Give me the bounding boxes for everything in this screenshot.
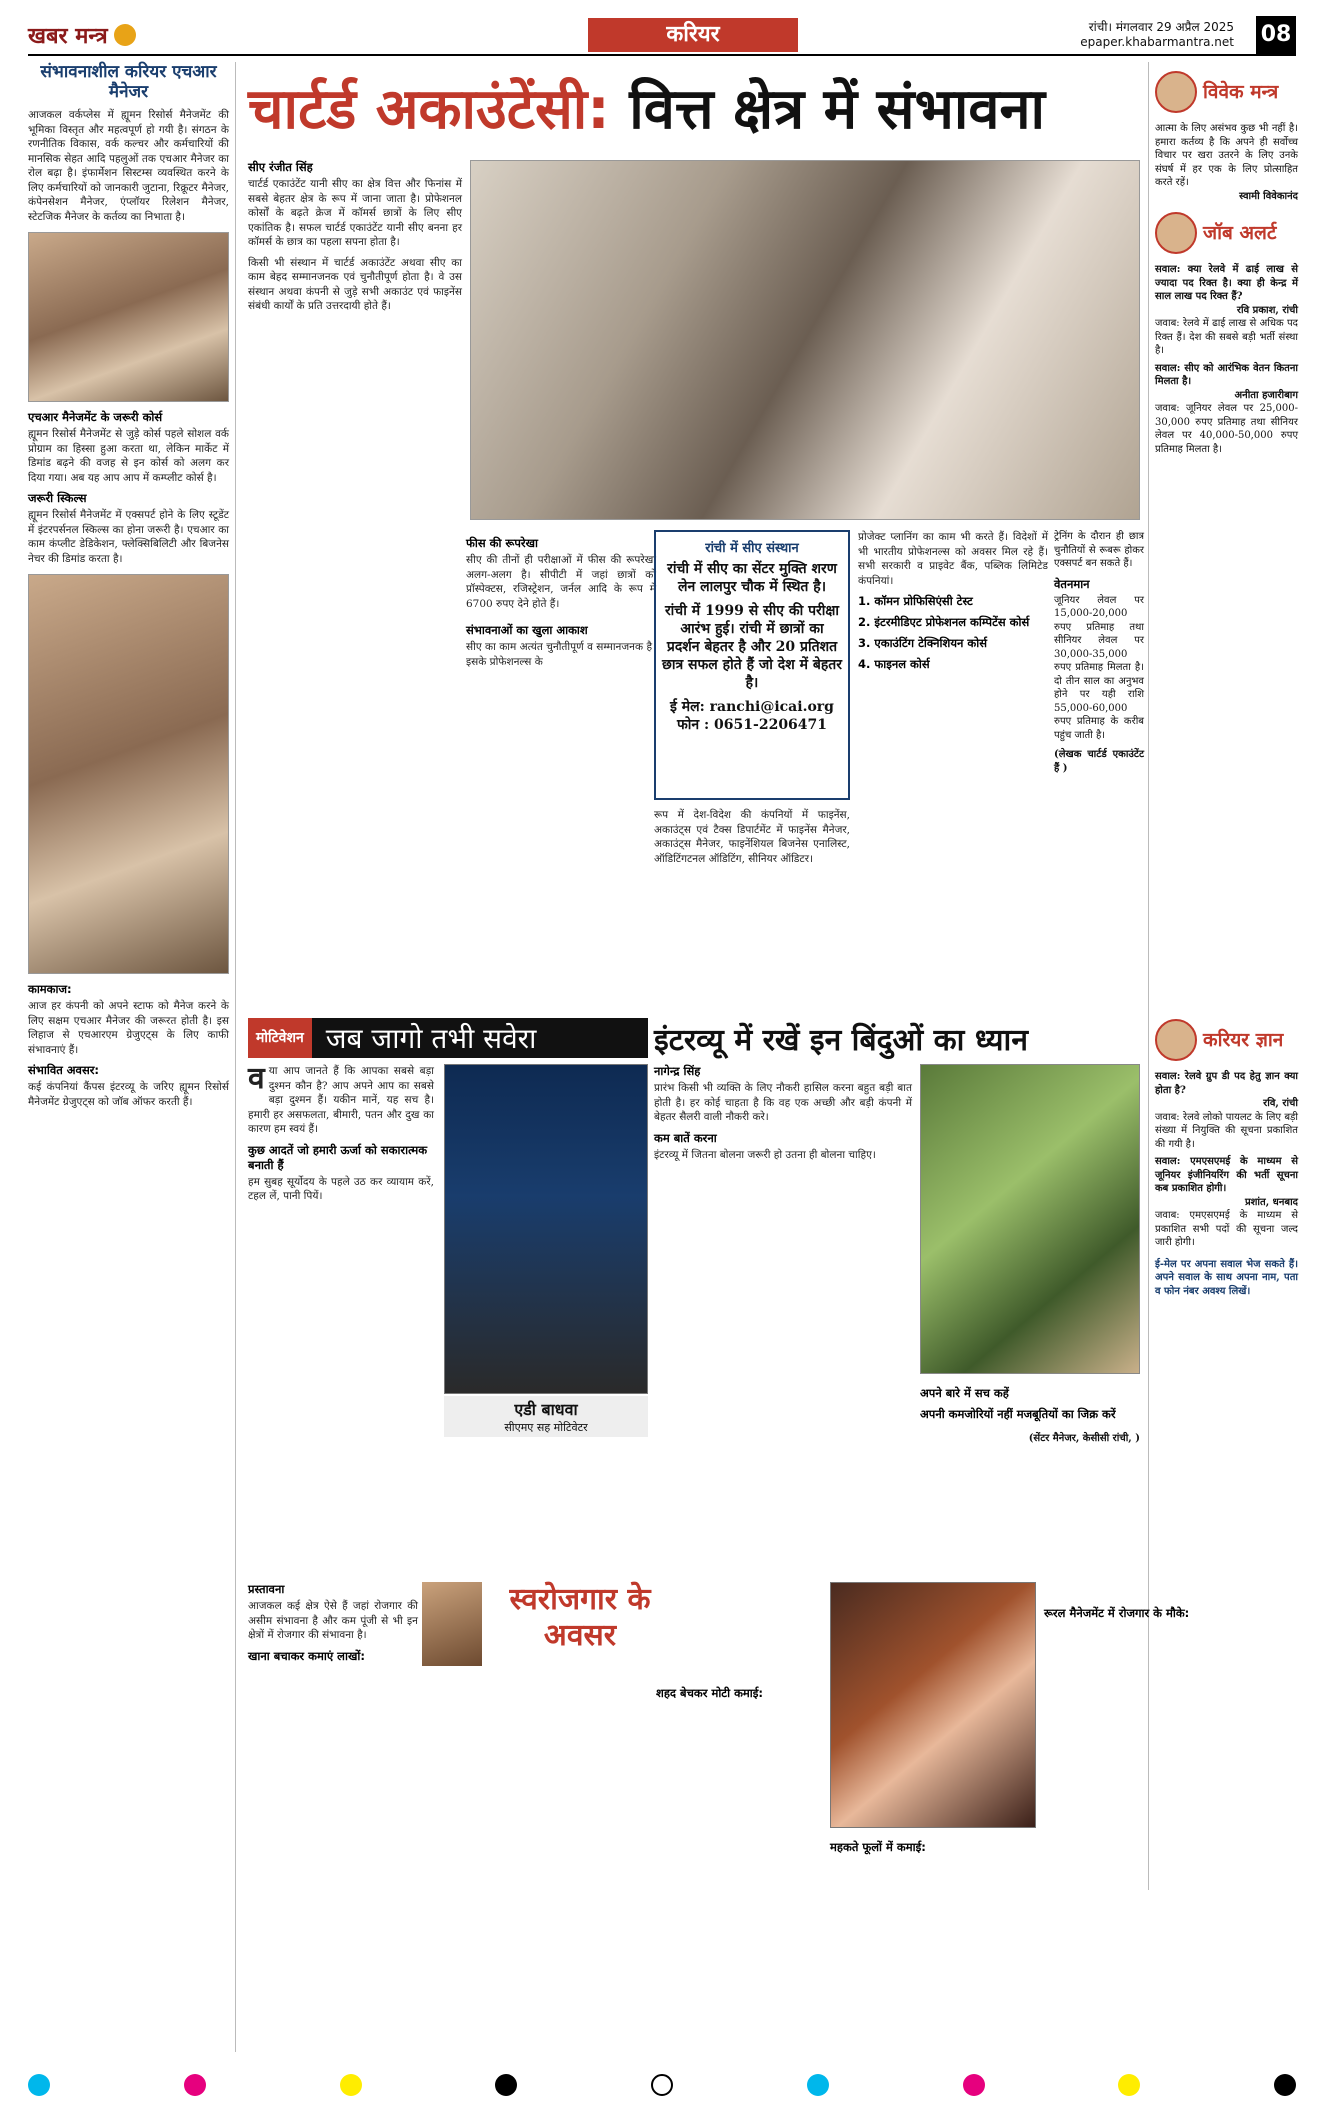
list-item-3: 3. एकाउंटिंग टेक्निशियन कोर्स xyxy=(858,636,987,650)
logo xyxy=(28,20,168,50)
swarozgar-col1 xyxy=(248,1582,418,1666)
masthead xyxy=(28,16,1296,56)
interview-text: प्रारंभ किसी भी व्यक्ति के लिए नौकरी हासिल करना बहुत बड़ी बात होती है। हर कोई चाहता है कि वह एक अच्छी और बड़ी कंपनी में बेहतर सैलरी वाली नौकरी करे। xyxy=(654,1082,912,1123)
left-intro: आजकल वर्कप्लेस में ह्यूमन रिसोर्स मैनेजमेंट की भूमिका विस्तृत और महत्वपूर्ण हो गयी है। संगठन के रणनीतिक विकास, वर्क कल्चर और कर्मचारियों की मानसिक सेहत आदि पहलुओं तक एचआर मैनेजर का रोल बढ़ा है। इंफार्मेशन सिस्टम्स व्यवस्थित करने के लिए कर्मचारियों को जानकारी जुटाना, रिक्रूटर मैनेजर, कंपेनसेशन मैनेजर, एंप्लॉयर रिलेशन मैनेजर, स्टेटजिक मैनेजर के कर्तव्य का निभाता है। xyxy=(28,109,229,223)
left-sub2: जरूरी स्किल्स xyxy=(28,491,87,505)
motivation-sub1: कुछ आदतें जो हमारी ऊर्जा को सकारात्मक बनाती हैं xyxy=(248,1142,428,1172)
quote-author: स्वामी विवेकानंद xyxy=(1239,190,1298,202)
magenta-mark-icon xyxy=(963,2074,985,2096)
box-phone: फोन : 0651-2206471 xyxy=(676,717,828,733)
dateline xyxy=(1080,20,1234,50)
main-headline xyxy=(248,70,1148,150)
swarozgar-sub1: खाना बचाकर कमाएं लाखों: xyxy=(248,1648,365,1663)
job-alert-badge xyxy=(1155,207,1298,259)
ca-text4: रूप में देश-विदेश की कंपनियों में फाइनेंस, अकाउंट्स एवं टैक्स डिपार्टमेंट में फाइनेंस मैनेजर, अकाउंट्स मैनेजर, फाइनेंशियल बिजनेस एनालिस्ट, ऑडिटिंगटनल ऑडिटिंग, सीनियर ऑडिटर। xyxy=(654,809,850,865)
scope-subhead: संभावनाओं का खुला आकाश xyxy=(466,623,588,637)
date: रांची। मंगलवार 29 अप्रैल 2025 xyxy=(1088,20,1234,34)
list-item-4: 4. फाइनल कोर्स xyxy=(858,657,930,671)
women-group-photo xyxy=(28,574,229,974)
swarozgar-text2: रूरल मैनेजमेंट में रोजगार के मौके: xyxy=(1044,1606,1190,1620)
left-text2: ह्यूमन रिसोर्स मैनेजमेंट में एक्सपर्ट होने के लिए स्टूडेंट में इंटरपर्सनल स्किल्स का होना जरूरी है। एचआर का काम कंप्लीट डेडिकेशन, फ्लेक्सिबिलिटी और बिजनेस नेचर की डिमांड करता है। xyxy=(28,509,229,565)
left-text1: ह्यूमन रिसोर्स मैनेजमेंट से जुड़े कोर्स पहले सोशल वर्क प्रोग्राम का हिस्सा हुआ करता था, लेकिन मार्केट में डिमांड बढ़ने की वजह से इन कोर्स को अलग कर दिया गया। अब यह आप आप में कम्प्लीट कोर्स है। xyxy=(28,428,229,484)
interview-text2: इंटरव्यू में जितना बोलना जरूरी हो उतना ही बोलना चाहिए। xyxy=(654,1148,876,1161)
email-note: ई-मेल पर अपना सवाल भेज सकते हैं। अपने सवाल के साथ अपना नाम, पता व फोन नंबर अवश्य लिखें। xyxy=(1155,1258,1298,1297)
swarozgar-col4 xyxy=(830,1834,1036,1857)
ca-text2: किसी भी संस्थान में चार्टर्ड अकाउंटेंट अथवा सीए का काम बेहद सम्मानजनक एवं चुनौतीपूर्ण होता है। वे उस संस्थान अथवा कंपनी से जुड़े सभी अकाउंट एवं फाइनेंस संबंधी कार्यों के प्रति उत्तरदायी होते हैं। xyxy=(248,256,462,312)
interview-byline: नागेन्द्र सिंह xyxy=(654,1064,701,1078)
a3: जवाब: रेलवे लोको पायलट के लिए बड़ी संख्या में नियुक्ति की सूचना प्रकाशित की गयी है। xyxy=(1155,1111,1298,1150)
interview-headline: इंटरव्यू में रखें इन बिंदुओं का ध्यान xyxy=(654,1023,1028,1058)
speaker-photo xyxy=(444,1064,648,1394)
box-title: रांची में सीए संस्थान xyxy=(705,541,799,556)
swarozgar-sub2: शहद बेचकर मोटी कमाई: xyxy=(656,1686,764,1700)
q3-by: रवि, रांची xyxy=(1263,1098,1298,1109)
crosshair-mark-icon xyxy=(651,2074,673,2096)
motivation-text2: हम सुबह सूर्योदय के पहले उठ कर व्यायाम करें, टहल लें, पानी पियें। xyxy=(248,1175,434,1202)
badge2-label: जॉब अलर्ट xyxy=(1203,222,1277,244)
right-column xyxy=(1148,62,1298,1162)
ca-article-col1 xyxy=(248,160,462,314)
left-heading: संभावनाशील करियर एचआर मैनेजर xyxy=(40,62,217,102)
student-classroom-photo xyxy=(470,160,1140,520)
motivation-text xyxy=(248,1061,434,1137)
site-url[interactable]: epaper.khabarmantra.net xyxy=(1080,35,1234,49)
motivation-body: या आप जानते हैं कि आपका सबसे बड़ा दुश्मन कौन है? आप अपने आप का सबसे बड़ा दुश्मन हैं। यकीन मानें, यह सच है। हमारी हर असफलता, बीमारी, पतन और दुख का कारण हम स्वयं हैं। xyxy=(248,1065,434,1135)
interview-sub3: अपनी कमजोरियों नहीं मजबूतियों का जिक्र करें xyxy=(920,1407,1116,1421)
ca-col4 xyxy=(654,808,850,866)
a2: जवाब: जूनियर लेवल पर 25,000-30,000 रुपए प्रतिमाह तथा सीनियर लेवल पर 40,000-50,000 रुपए प्रतिमाह मिलता है। xyxy=(1155,403,1298,455)
left-sub4: संभावित अवसर: xyxy=(28,1063,100,1077)
a1: जवाब: रेलवे में ढाई लाख से अधिक पद रिक्त हैं। देश की सबसे बड़ी भर्ती संस्था है। xyxy=(1155,318,1298,356)
q2-by: अनीता हजारीबाग xyxy=(1234,389,1298,401)
swarozgar-col3 xyxy=(656,1680,826,1703)
salary-text: जूनियर लेवल पर 15,000-20,000 रुपए प्रतिमाह तथा सीनियर लेवल पर 30,000-35,000 रुपए प्रतिमाह मिलता है। दो तीन साल का अनुभव होने पर यही राशि 55,000-60,000 रुपए प्रतिमाह के करीब पहुंच जाती है। xyxy=(1054,594,1144,741)
students-outdoor-photo xyxy=(920,1064,1140,1374)
yellow-mark-icon xyxy=(340,2074,362,2096)
swarozgar-sub3: महकते फूलों में कमाई: xyxy=(830,1840,926,1854)
swarozgar-col5 xyxy=(1044,1600,1294,1623)
headline-part1: चार्टर्ड अकाउंटेंसी: xyxy=(248,77,610,142)
ca-text6: ट्रेनिंग के दौरान ही छात्र चुनौतियों से रूबरू होकर एक्सपर्ट बन सकते हैं। xyxy=(1054,531,1144,569)
fee-subhead: फीस की रूपरेखा xyxy=(466,536,538,550)
scope-text: सीए का काम अत्यंत चुनौतीपूर्ण व सम्मानजनक है। इसके प्रोफेशनल्स के xyxy=(466,641,656,668)
fee-text: सीए की तीनों ही परीक्षाओं में फीस की रूपरेखा अलग-अलग है। सीपीटी में जहां छात्रों को प्रॉस्पेक्टस, रजिस्ट्रेशन, जर्नल आदि के रूप में 6700 रुपए देने होते हैं। xyxy=(466,554,656,610)
ca-text5: प्रोजेक्ट प्लानिंग का काम भी करते हैं। विदेशों में भी भारतीय प्रोफेशनल्स को अवसर मिल रहे हैं। सभी सरकारी व प्राइवेट बैंक, पब्लिक लिमिटेड कंपनियां। xyxy=(858,531,1048,587)
left-text4: कई कंपनियां कैंपस इंटरव्यू के जरिए ह्यूमन रिसोर्स मैनेजमेंट ग्रेजुएट्स को जॉब ऑफर करती हैं। xyxy=(28,1081,229,1108)
ca-text1: चार्टर्ड एकाउंटेंट यानी सीए का क्षेत्र वित्त और फिनांस में सबसे बेहतर क्षेत्र के रूप में जाना जाता है। प्रोफेशनल कोर्सों के बढ़ते क्रेज में कॉमर्स छात्रों के लिए सीए एकांतिक है। सफल चार्टर्ड एकाउंटेंट यानी सीए बनना हर कॉमर्स के छात्र का पहला सपना होता है। xyxy=(248,178,462,248)
interview-col2 xyxy=(920,1380,1140,1446)
box-email[interactable]: ई मेल: ranchi@icai.org xyxy=(670,699,834,715)
yellow-mark-icon xyxy=(1118,2074,1140,2096)
cyan-mark-icon xyxy=(807,2074,829,2096)
list-item-2: 2. इंटरमीडिएट प्रोफेशनल कम्पिटेंस कोर्स xyxy=(858,615,1030,629)
left-sub1: एचआर मैनेजमेंट के जरूरी कोर्स xyxy=(28,410,163,424)
section-tag: करियर xyxy=(588,18,798,52)
byline: सीए रंजीत सिंह xyxy=(248,160,313,174)
florist-woman-photo xyxy=(830,1582,1036,1828)
q1: सवाल: क्या रेलवे में ढाई लाख से ज्यादा पद रिक्त है। क्या ही केन्द्र में साल लाख पद रिक्त हैं? xyxy=(1155,264,1298,302)
interview-col xyxy=(654,1064,912,1162)
left-sub3: कामकाज: xyxy=(28,982,72,996)
black-mark-icon xyxy=(495,2074,517,2096)
speaker-title: सीएमए सह मोटिवेटर xyxy=(504,1421,588,1434)
interview-credit: (सेंटर मैनेजर, केसीसी रांची, ) xyxy=(1028,1433,1140,1444)
career-gyan-badge xyxy=(1155,1014,1298,1066)
office-team-photo xyxy=(28,232,229,402)
fee-col xyxy=(466,530,656,669)
black-mark-icon xyxy=(1274,2074,1296,2096)
magenta-mark-icon xyxy=(184,2074,206,2096)
vivek-mantra-badge xyxy=(1155,66,1298,118)
career-icon xyxy=(1155,1019,1197,1061)
motivation-text-col xyxy=(248,1061,434,1204)
cyan-mark-icon xyxy=(28,2074,50,2096)
left-column xyxy=(28,62,236,2052)
q3: सवाल: रेलवे ग्रुप डी पद हेतु ज्ञान क्या होता है? xyxy=(1155,1071,1298,1096)
q2: सवाल: सीए को आरंभिक वेतन कितना मिलता है। xyxy=(1155,362,1298,387)
drop-cap: व xyxy=(248,1061,265,1096)
ca-credit: (लेखक चार्टर्ड एकाउंटेंट हैं ) xyxy=(1054,749,1144,774)
vivekananda-portrait-icon xyxy=(1155,71,1197,113)
box-text2: रांची में 1999 से सीए की परीक्षा आरंभ हुई। रांची में छात्रों का प्रदर्शन बेहतर है और 20 प्रतिशत छात्र सफल होते हैं जो देश में बेहतर है। xyxy=(662,603,842,691)
badge3-label: करियर ज्ञान xyxy=(1203,1029,1284,1051)
box-text: रांची में सीए का सेंटर मुक्ति शरण लेन लालपुर चौक में स्थित है। xyxy=(667,561,837,595)
q4-by: प्रशांत, धनबाद xyxy=(1244,1196,1298,1208)
salary-subhead: वेतनमान xyxy=(1054,576,1090,591)
logo-text: खबर मन्त्र xyxy=(28,24,108,49)
speaker-caption xyxy=(444,1396,648,1437)
swarozgar-heading: स्वरोजगार के अवसर xyxy=(509,1582,651,1653)
print-registration-marks xyxy=(28,2070,1296,2100)
swarozgar-byline: प्रस्तावना xyxy=(248,1582,285,1596)
left-text3: आज हर कंपनी को अपने स्टाफ को मैनेज करने के लिए सक्षम एचआर मैनेजर की जरूरत होती है। इस लिहाज से एचआरएम ग्रेजुएट्स के लिए काफी संभावनाएं हैं। xyxy=(28,1000,229,1056)
author-photo xyxy=(422,1582,482,1666)
interview-sub2: अपने बारे में सच कहें xyxy=(920,1386,1009,1400)
q4: सवाल: एमएसएमई के माध्यम से जूनियर इंजीनियरिंग की भर्ती सूचना कब प्रकाशित होगी। xyxy=(1155,1156,1298,1194)
headline-part2: वित्त क्षेत्र में संभावना xyxy=(629,77,1046,142)
page-number: 08 xyxy=(1256,16,1296,54)
swarozgar-text: आजकल कई क्षेत्र ऐसे हैं जहां रोजगार की असीम संभावना है और कम पूंजी से भी इन क्षेत्रों में रोजगार की संभावना है। xyxy=(248,1600,418,1641)
interview-sub1: कम बातें करना xyxy=(654,1130,717,1145)
ca-col5 xyxy=(858,530,1048,674)
ranchi-ca-box xyxy=(654,530,850,800)
motivation-banner xyxy=(248,1018,648,1058)
speaker-name: एडी बाधवा xyxy=(514,1400,578,1419)
quote-text: आत्मा के लिए असंभव कुछ भी नहीं है। हमारा कर्तव्य है कि अपने ही सर्वोच्च विचार पर खरा उतरने के लिए उनके संघर्ष में हर एक के लिए प्रोत्साहित करते रहें। xyxy=(1155,123,1298,188)
a4: जवाब: एमएसएमई के माध्यम से प्रकाशित सभी पदों की सूचना जल्द जारी होगी। xyxy=(1155,1210,1298,1248)
woman-portrait-icon xyxy=(1155,212,1197,254)
motivation-headline: जब जागो तभी सवेरा xyxy=(325,1022,537,1055)
q1-by: रवि प्रकाश, रांची xyxy=(1236,304,1298,316)
ca-col6 xyxy=(1054,530,1144,775)
list-item-1: 1. कॉमन प्रोफिसिएंसी टेस्ट xyxy=(858,594,973,608)
motivation-tag: मोटिवेशन xyxy=(248,1018,312,1058)
logo-circle-icon xyxy=(114,24,136,46)
right-column-lower xyxy=(1148,1010,1298,1890)
badge1-label: विवेक मन्त्र xyxy=(1203,81,1279,103)
